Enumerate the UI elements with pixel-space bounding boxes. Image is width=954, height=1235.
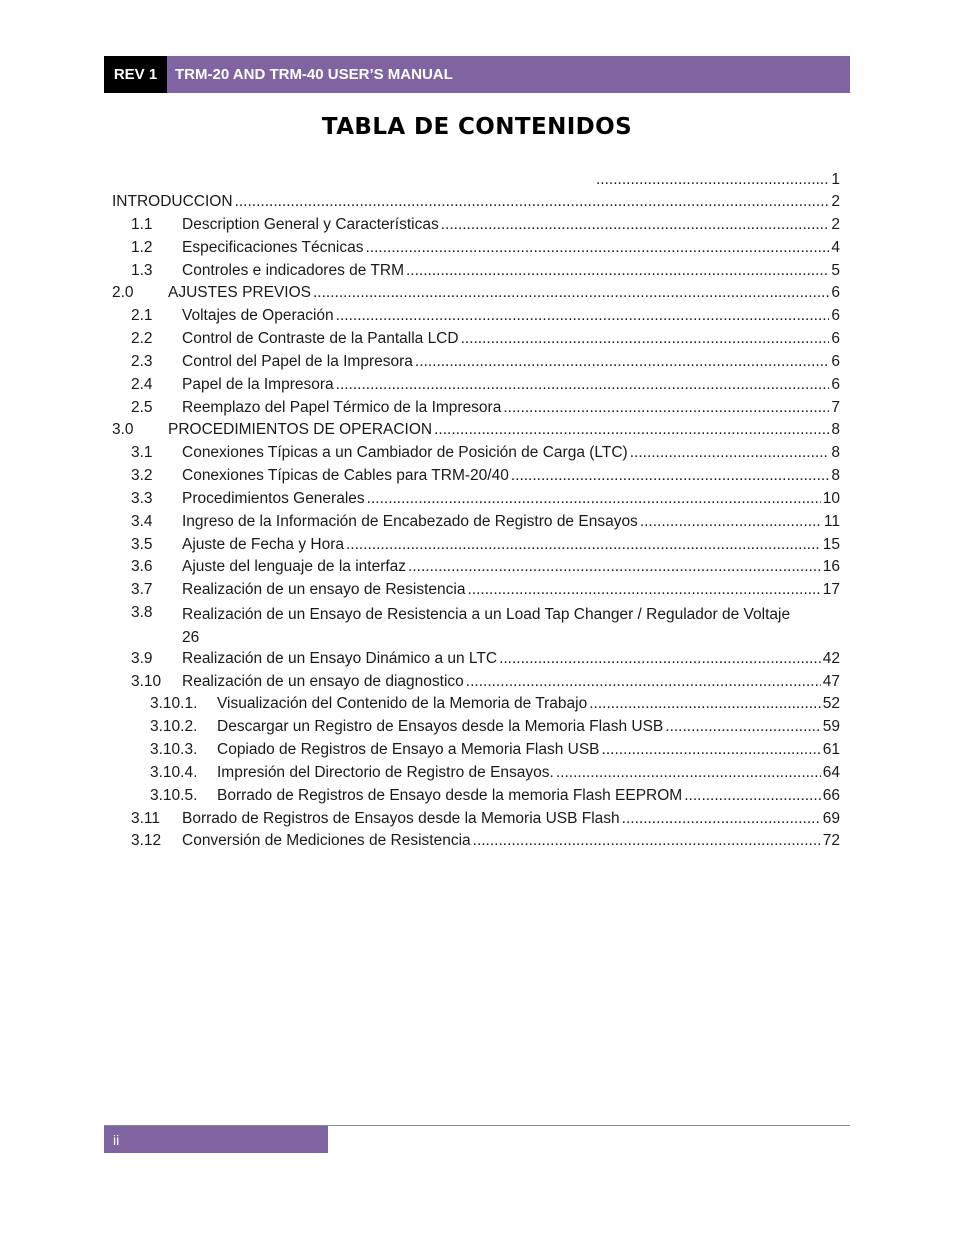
- toc-entry-number: 3.8: [131, 604, 153, 621]
- toc-entry-number: 3.9: [131, 650, 153, 667]
- toc-entry-page: 52: [822, 695, 840, 712]
- toc-entry-number: 3.0: [112, 421, 134, 438]
- toc-entry-text: Procedimientos Generales: [182, 490, 365, 507]
- toc-leader: [473, 831, 821, 851]
- toc-leader: [511, 466, 830, 486]
- toc-entry[interactable]: [182, 831, 840, 851]
- toc-entry-number: 3.12: [131, 832, 162, 849]
- toc-entry[interactable]: [217, 740, 840, 760]
- toc-leader: [596, 170, 829, 190]
- toc-entry-text: PROCEDIMIENTOS DE OPERACION: [168, 421, 433, 438]
- toc-entry-number: 3.3: [131, 490, 153, 507]
- toc-leader: [408, 557, 821, 577]
- toc-entry[interactable]: [182, 261, 840, 281]
- toc-leader: [336, 375, 830, 395]
- toc-entry-number: 2.0: [112, 284, 134, 301]
- toc-entry-page: 6: [831, 284, 840, 301]
- toc-entry-text: Realización de un ensayo de diagnostico: [182, 673, 464, 690]
- toc-entry-number: 3.10: [131, 673, 162, 690]
- toc-entry-page: 8: [831, 467, 840, 484]
- toc-entry-text: Realización de un Ensayo de Resistencia a un Load Tap Changer / Regulador de Voltaje: [182, 606, 791, 623]
- footer-page-number: ii: [104, 1126, 328, 1153]
- toc-entry[interactable]: [168, 283, 840, 303]
- toc-heading: TABLA DE CONTENIDOS: [321, 114, 633, 140]
- toc-entry-number: 1.1: [131, 216, 153, 233]
- toc-entry-page: 17: [822, 581, 840, 598]
- toc-entry-text: Conexiones Típicas a un Cambiador de Posición de Carga (LTC): [182, 444, 628, 461]
- toc-entry[interactable]: [217, 763, 840, 783]
- toc-leader: [503, 398, 829, 418]
- toc-entry[interactable]: [182, 398, 840, 418]
- toc-entry-number: 3.2: [131, 467, 153, 484]
- toc-entry[interactable]: [217, 786, 840, 806]
- toc-entry-text: Realización de un Ensayo Dinámico a un LTC: [182, 650, 498, 667]
- toc-entry-text: Control de Contraste de la Pantalla LCD: [182, 330, 459, 347]
- toc-entry-number: 3.10.4.: [150, 764, 198, 781]
- toc-entry-number: 1.2: [131, 239, 153, 256]
- toc-entry-number: 2.5: [131, 399, 153, 416]
- toc-entry[interactable]: [594, 170, 840, 190]
- toc-entry-number: 3.4: [131, 513, 153, 530]
- toc-leader: [499, 649, 821, 669]
- toc-entry-page: 1: [831, 171, 840, 188]
- toc-entry-page: 47: [822, 673, 840, 690]
- toc-entry-text: Descargar un Registro de Ensayos desde la Memoria Flash USB: [217, 718, 664, 735]
- toc-entry-page: 5: [831, 262, 840, 279]
- toc-entry[interactable]: [182, 329, 840, 349]
- toc-entry[interactable]: [217, 694, 840, 714]
- toc-entry-text: Realización de un ensayo de Resistencia: [182, 581, 466, 598]
- toc-entry[interactable]: [182, 512, 840, 532]
- toc-entry-text: Visualización del Contenido de la Memoria de Trabajo: [217, 695, 588, 712]
- toc-entry[interactable]: [182, 809, 840, 829]
- toc-entry-number: 3.6: [131, 558, 153, 575]
- toc-entry-number: 3.5: [131, 536, 153, 553]
- toc-entry[interactable]: [182, 535, 840, 555]
- toc-leader: [467, 580, 820, 600]
- toc-leader: [602, 740, 821, 760]
- toc-entry-page: 59: [822, 718, 840, 735]
- toc-entry-page: 6: [831, 353, 840, 370]
- toc-entry-page: 8: [831, 444, 840, 461]
- toc-entry-page: 4: [831, 239, 840, 256]
- toc-entry-text: Papel de la Impresora: [182, 376, 334, 393]
- toc-entry-page: 7: [831, 399, 840, 416]
- toc-entry[interactable]: [182, 580, 840, 600]
- toc-entry-page: 8: [831, 421, 840, 438]
- toc-leader: [346, 535, 821, 555]
- revision-label: REV 1: [104, 56, 167, 93]
- toc-leader: [630, 443, 830, 463]
- toc-entry-number: 3.1: [131, 444, 153, 461]
- toc-leader: [415, 352, 829, 372]
- toc-entry-page: 2: [831, 216, 840, 233]
- toc-entry[interactable]: [182, 466, 840, 486]
- toc-entry-page: 66: [822, 787, 840, 804]
- toc-entry-number: 3.7: [131, 581, 153, 598]
- toc-entry-text: Controles e indicadores de TRM: [182, 262, 404, 279]
- toc-leader: [434, 420, 829, 440]
- toc-entry-number: 3.10.3.: [150, 741, 198, 758]
- toc-entry-page: 6: [831, 376, 840, 393]
- toc-entry-text: Ajuste de Fecha y Hora: [182, 536, 344, 553]
- toc-leader: [640, 512, 822, 532]
- toc-leader: [367, 489, 821, 509]
- toc-leader: [665, 717, 820, 737]
- toc-entry[interactable]: [182, 603, 842, 649]
- toc-entry[interactable]: [182, 238, 840, 258]
- toc-leader: [622, 809, 821, 829]
- toc-entry-page: 26: [182, 629, 200, 646]
- toc-entry[interactable]: [217, 717, 840, 737]
- toc-entry-page: 72: [822, 832, 840, 849]
- toc-entry-text: Copiado de Registros de Ensayo a Memoria Flash USB: [217, 741, 600, 758]
- toc-entry-page: 69: [822, 810, 840, 827]
- toc-leader: [336, 306, 830, 326]
- toc-entry[interactable]: [182, 215, 840, 235]
- toc-entry-number: 1.3: [131, 262, 153, 279]
- toc-entry-number: 3.11: [131, 810, 161, 827]
- toc-entry-text: INTRODUCCION: [112, 193, 233, 210]
- toc-leader: [235, 192, 830, 212]
- toc-entry-page: 16: [822, 558, 840, 575]
- toc-entry[interactable]: [168, 420, 840, 440]
- toc-leader: [684, 786, 821, 806]
- toc-entry-page: 61: [822, 741, 840, 758]
- toc-entry-number: 3.10.1.: [150, 695, 198, 712]
- toc-entry-number: 2.4: [131, 376, 153, 393]
- toc-entry-page: 6: [831, 307, 840, 324]
- toc-leader: [406, 261, 829, 281]
- toc-entry[interactable]: [182, 672, 840, 692]
- toc-entry[interactable]: [182, 443, 840, 463]
- toc-entry-text: Description General y Características: [182, 216, 439, 233]
- toc-entry-text: Borrado de Registros de Ensayos desde la Memoria USB Flash: [182, 810, 620, 827]
- toc-entry-text: Ajuste del lenguaje de la interfaz: [182, 558, 407, 575]
- toc-entry-page: 10: [822, 490, 840, 507]
- toc-entry[interactable]: [182, 489, 840, 509]
- toc-leader: [366, 238, 830, 258]
- toc-entry-text: Ingreso de la Información de Encabezado de Registro de Ensayos: [182, 513, 638, 530]
- toc-entry-text: Impresión del Directorio de Registro de Ensayos.: [217, 764, 554, 781]
- toc-entry-text: Conversión de Mediciones de Resistencia: [182, 832, 471, 849]
- toc-leader: [461, 329, 830, 349]
- toc-entry-number: 2.3: [131, 353, 153, 370]
- toc-entry[interactable]: [112, 192, 840, 212]
- toc-entry-number: 3.10.2.: [150, 718, 198, 735]
- toc-entry-number: 3.10.5.: [150, 787, 198, 804]
- toc-leader: [466, 672, 821, 692]
- toc-entry-page: 15: [822, 536, 840, 553]
- toc-entry[interactable]: [182, 352, 840, 372]
- toc-entry-page: 11: [823, 513, 840, 530]
- toc-entry[interactable]: [182, 649, 840, 669]
- toc-leader: [313, 283, 829, 303]
- toc-entry-text: Conexiones Típicas de Cables para TRM-20/40: [182, 467, 509, 484]
- toc-entry-text: Voltajes de Operación: [182, 307, 334, 324]
- toc-entry-page: 64: [822, 764, 840, 781]
- toc-entry-text: Control del Papel de la Impresora: [182, 353, 413, 370]
- toc-entry-page: 2: [831, 193, 840, 210]
- toc-entry-text: Reemplazo del Papel Térmico de la Impresora: [182, 399, 502, 416]
- toc-entry-number: 2.2: [131, 330, 153, 347]
- manual-title: TRM-20 AND TRM-40 USER’S MANUAL: [167, 56, 850, 93]
- toc-entry-page: 6: [831, 330, 840, 347]
- toc-leader: [589, 694, 821, 714]
- toc-entry-text: Borrado de Registros de Ensayo desde la memoria Flash EEPROM: [217, 787, 683, 804]
- toc-entry-page: 42: [822, 650, 840, 667]
- toc-entry-number: 2.1: [131, 307, 153, 324]
- toc-entry-text: Especificaciones Técnicas: [182, 239, 364, 256]
- toc-leader: [556, 763, 821, 783]
- toc-entry[interactable]: [182, 306, 840, 326]
- toc-entry-text: AJUSTES PREVIOS: [168, 284, 311, 301]
- toc-leader: [441, 215, 830, 235]
- toc-entry[interactable]: [182, 557, 840, 577]
- toc-entry[interactable]: [182, 375, 840, 395]
